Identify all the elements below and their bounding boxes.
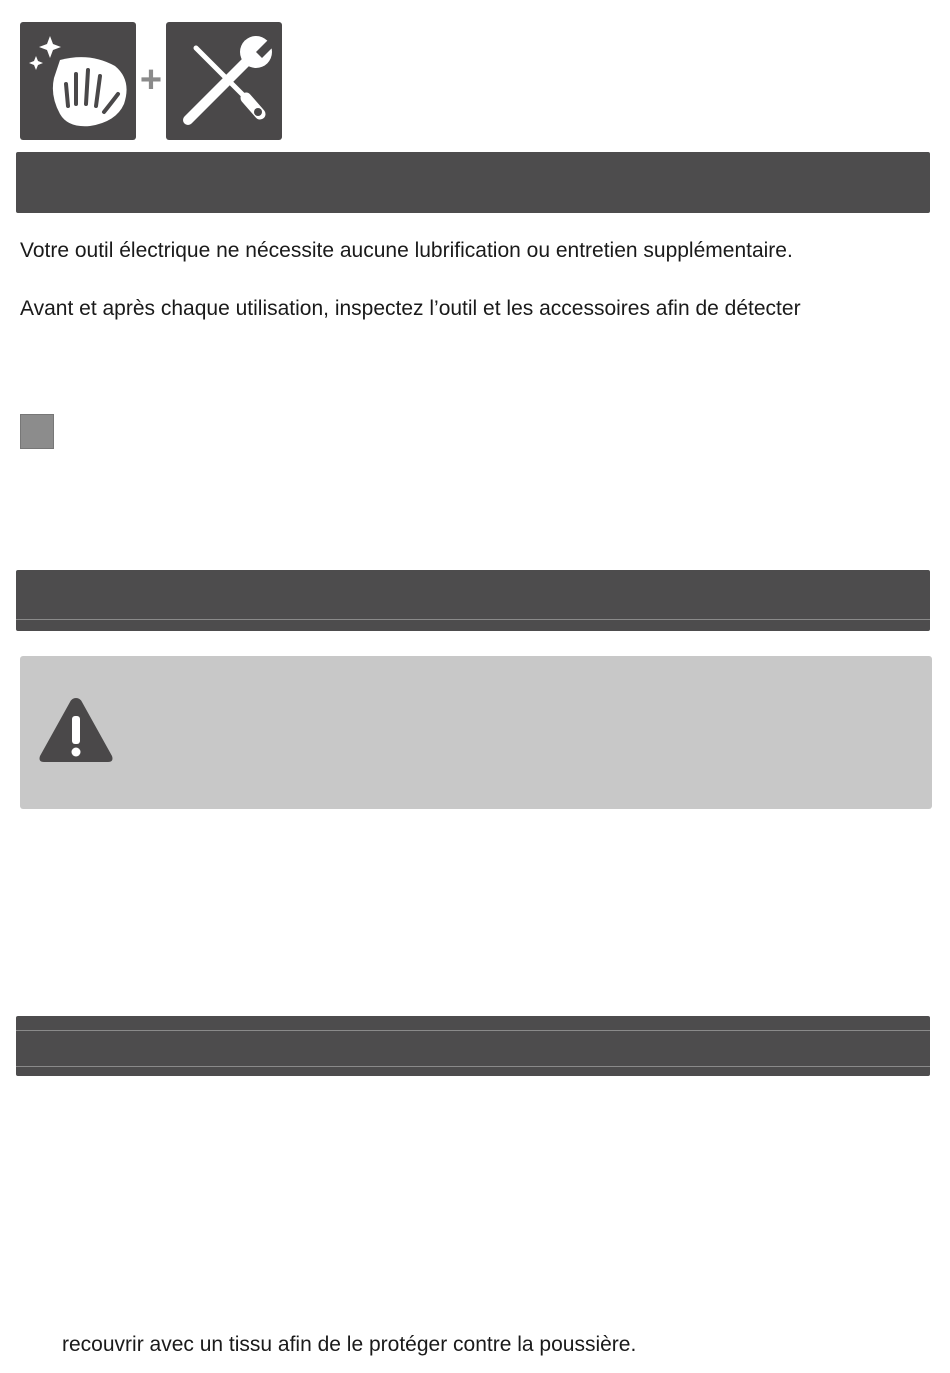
paragraph-maintenance: Votre outil électrique ne nécessite aucune lubrification ou entretien supplémentaire. — [20, 239, 793, 262]
bullet-square — [20, 414, 54, 449]
paragraph-inspection: Avant et après chaque utilisation, inspectez l’outil et les accessoires afin de détecter — [20, 297, 801, 320]
paragraph-storage: recouvrir avec un tissu afin de le protéger contre la poussière. — [62, 1333, 637, 1356]
cleaning-hand-icon — [20, 22, 136, 140]
section-header-bar-1 — [16, 152, 930, 213]
warning-triangle-icon — [36, 694, 116, 766]
plus-sign: + — [139, 59, 163, 101]
wrench-screwdriver-icon — [166, 22, 282, 140]
section-header-bar-2 — [16, 570, 930, 631]
warning-box — [20, 656, 932, 809]
section-header-bar-3 — [16, 1016, 930, 1076]
